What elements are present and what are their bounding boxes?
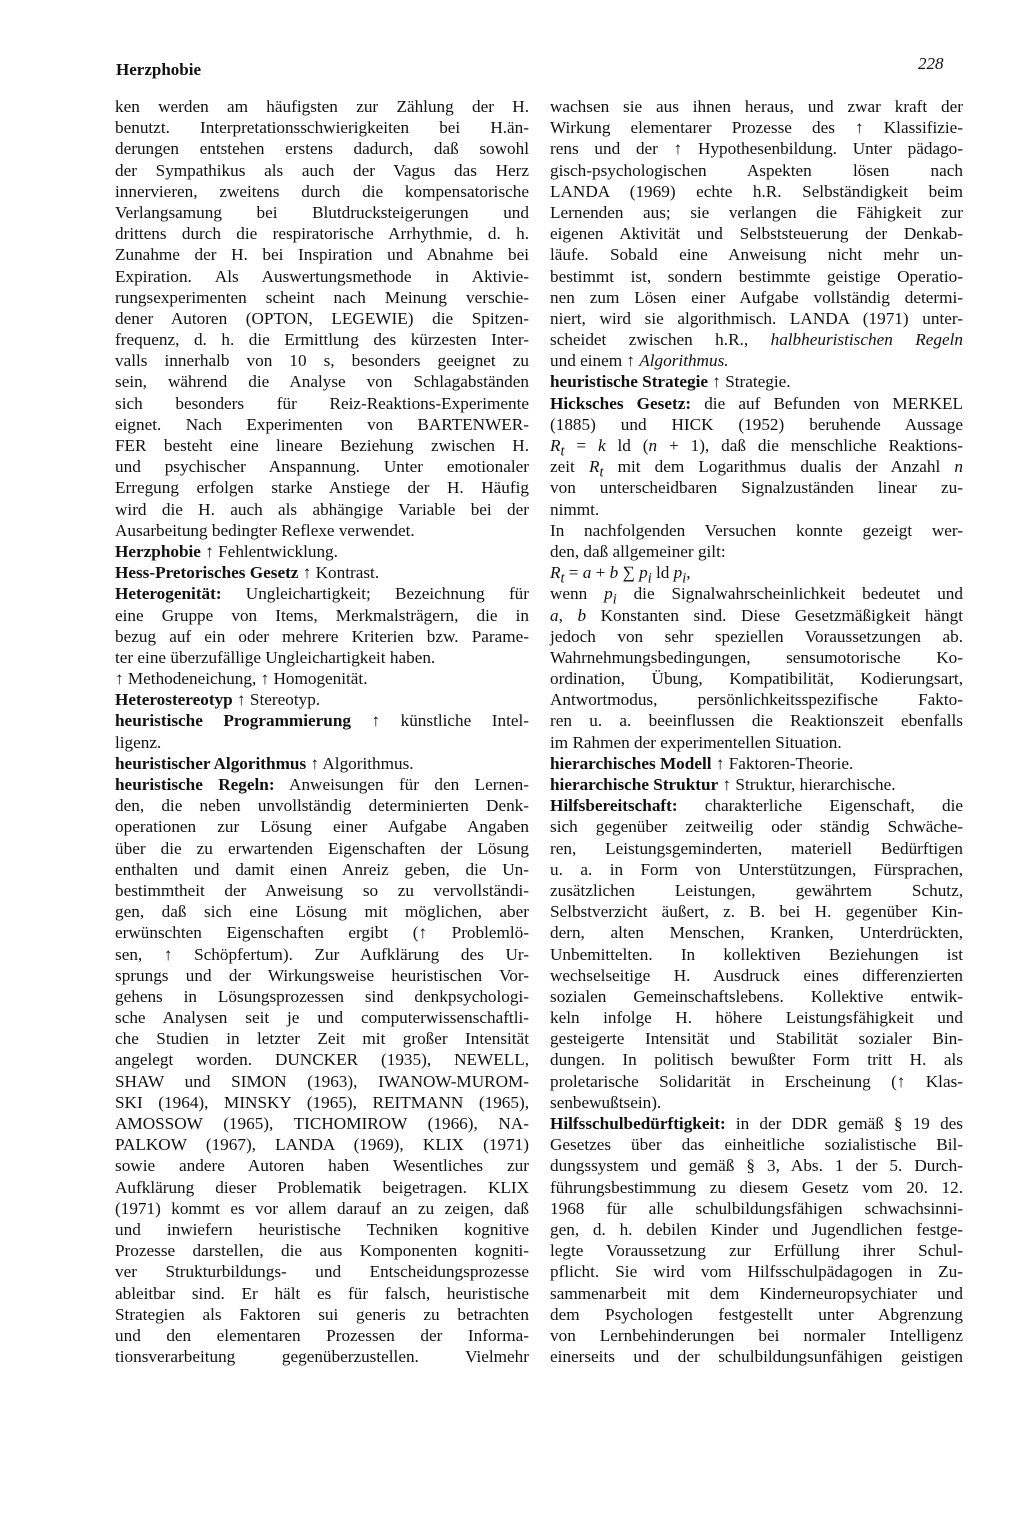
text-run: Ungleichartigkeit; Bezeichnung für <box>221 584 529 604</box>
text-line <box>115 732 529 753</box>
text-run: den, die neben unvollständig determinierten Denk- <box>115 796 529 816</box>
text-line <box>115 1134 529 1155</box>
text-line <box>115 1283 529 1304</box>
entry-term: Heterostereotyp <box>115 690 233 710</box>
text-line <box>115 1198 529 1219</box>
italic-text: n <box>954 457 964 477</box>
subscript-index: i <box>612 591 617 608</box>
text-line <box>115 1346 529 1367</box>
text-run: gehens in Lösungsprozessen sind denkpsychologi- <box>115 986 529 1006</box>
entry-term: heuristischer Algorithmus <box>115 753 307 773</box>
text-run: derungen entstehen erstens dadurch, daß sowohl <box>115 139 529 159</box>
text-run: Zunahme der H. bei Inspiration und Abnahme bei <box>115 245 529 265</box>
text-run: pflicht. Sie wird vom Hilfsschulpädagogen in Zu- <box>550 1262 963 1282</box>
text-line <box>550 456 964 481</box>
text-run: Verlangsamung bei Blutdrucksteigerungen und <box>115 202 529 222</box>
text-line <box>550 626 963 647</box>
text-run: ∑ <box>618 563 640 583</box>
italic-text: R <box>588 457 600 477</box>
text-run: proletarische Solidarität in Erscheinung (↑ Klas- <box>550 1071 963 1091</box>
text-line <box>550 986 963 1007</box>
text-line <box>115 901 529 922</box>
text-run: wachsen sie aus ihnen heraus, und zwar kraft der <box>550 97 963 116</box>
text-line <box>115 795 529 816</box>
subscript-index: t <box>560 570 565 587</box>
text-run: rungsexperimenten scheint nach Meinung verschie- <box>115 287 529 307</box>
text-run: drittens durch die respiratorische Arrhythmie, d. h. <box>115 224 529 244</box>
entry-term: heuristische Strategie <box>550 372 708 392</box>
text-run: sammenarbeit mit dem Kinderneuropsychiater und <box>550 1283 963 1303</box>
text-line <box>115 1219 529 1240</box>
text-run: nen zum Lösen einer Aufgabe vollständig determi- <box>550 287 963 307</box>
text-run: 1968 für alle schulbildungsfähigen schwachsinni- <box>550 1198 963 1218</box>
text-run: u. a. in Form von Unterstützungen, Fürsprachen, <box>550 859 963 879</box>
text-run: Selbstverzicht äußert, z. B. bei H. gegenüber Kin- <box>550 902 963 922</box>
text-run: tionsverarbeitung gegenüberzustellen. Vielmehr <box>115 1347 529 1367</box>
text-run: eignet. Nach Experimenten von BARTENWER- <box>115 414 529 434</box>
text-run: die auf Befunden von MERKEL <box>691 393 963 413</box>
italic-text: a <box>550 605 559 625</box>
text-run: In nachfolgenden Versuchen konnte gezeigt wer- <box>550 520 963 540</box>
text-line <box>115 499 529 520</box>
subscript-index: i <box>682 570 687 587</box>
text-line <box>115 520 529 541</box>
text-line <box>550 435 963 460</box>
text-run: Strategien als Faktoren sui generis zu betrachten <box>115 1304 529 1324</box>
text-line <box>550 944 963 965</box>
text-line <box>550 1071 963 1092</box>
text-line <box>115 350 529 371</box>
text-run: sprungs und der Wirkungsweise heuristischen Vor- <box>115 965 529 985</box>
text-run: sein, während die Analyse von Schlagabständen <box>115 372 529 392</box>
text-run: von unterscheidbaren Signalzuständen linear zu- <box>550 478 963 498</box>
text-run: (1885) und HICK (1952) beruhende Aussage <box>550 414 963 434</box>
text-line <box>550 901 963 922</box>
subscript-index: i <box>647 570 652 587</box>
text-run: Erregung erfolgen starke Anstiege der H. Häufig <box>115 478 529 498</box>
italic-text: Algorithmus. <box>639 351 729 371</box>
text-run: + <box>591 563 610 583</box>
text-run: + 1), daß die menschliche Reaktions- <box>657 436 963 455</box>
text-run: Prozesse darstellen, die aus Komponenten kogniti- <box>115 1241 529 1261</box>
text-run: benutzt. Interpretationsschwierigkeiten bei H.än- <box>115 118 529 138</box>
text-run: dern, alten Menschen, Kranken, Unterdrückten, <box>550 923 963 943</box>
text-run: wenn <box>550 584 605 604</box>
entry-term: heuristische Regeln: <box>115 775 275 794</box>
text-run: innervieren, zweitens durch die kompensatorische <box>115 181 529 201</box>
text-line <box>115 308 529 329</box>
text-line <box>115 96 529 117</box>
italic-text: p <box>639 563 648 583</box>
text-line <box>550 541 963 562</box>
text-line <box>115 1325 529 1346</box>
text-run: Ausarbeitung bedingter Reflexe verwendet. <box>115 520 415 540</box>
text-run: im Rahmen der experimentellen Situation. <box>550 732 842 752</box>
text-run: nimmt. <box>550 499 600 519</box>
text-line <box>550 160 963 181</box>
text-line <box>550 477 963 498</box>
text-run: che Studien in letzter Zeit mit großer Intensität <box>115 1029 529 1049</box>
entry-term: Hess-Pretorisches Gesetz <box>115 563 299 583</box>
text-line <box>550 795 963 816</box>
text-run: Konstanten sind. Diese Gesetzmäßigkeit hängt <box>586 605 963 625</box>
text-run: führungsbestimmung zu diesem Gesetz vom 20. 12. <box>550 1177 963 1197</box>
text-run: = <box>564 436 598 455</box>
text-line <box>115 986 529 1007</box>
text-line <box>550 244 963 265</box>
text-line <box>115 626 529 647</box>
text-line <box>550 689 963 710</box>
text-line <box>115 435 529 456</box>
text-run: gisch-psychologischen Aspekten lösen nach <box>550 160 963 180</box>
text-line <box>550 1346 963 1367</box>
text-run: ordination, Übung, Kompatibilität, Kodierungsart, <box>550 669 963 689</box>
text-line <box>115 838 529 859</box>
text-run: ligenz. <box>115 732 162 752</box>
text-run: scheidet zwischen h.R., <box>550 330 771 350</box>
text-line <box>115 1261 529 1282</box>
text-line <box>550 647 963 668</box>
text-line <box>115 160 529 181</box>
text-run: in der DDR gemäß § 19 des <box>725 1114 963 1133</box>
text-line <box>115 541 529 562</box>
text-run: ren, Leistungsgeminderten, materiell Bedürftigen <box>550 838 963 858</box>
text-line <box>550 880 963 901</box>
text-run: enthalten und damit einen Anreiz geben, die Un- <box>115 859 529 879</box>
text-line <box>550 223 963 244</box>
text-run: valls innerhalb von 10 s, besonders geeignet zu <box>115 351 529 371</box>
text-line <box>115 414 529 435</box>
text-line <box>550 499 963 520</box>
text-line <box>550 371 963 392</box>
text-line <box>115 244 529 265</box>
text-line <box>115 138 529 159</box>
text-run: senbewußtsein). <box>550 1092 662 1112</box>
text-line <box>550 583 963 608</box>
text-run: ableitbar sind. Er hält es für falsch, heuristische <box>115 1283 529 1303</box>
text-line <box>115 880 529 901</box>
text-run: AMOSSOW (1965), TICHOMIROW (1966), NA- <box>115 1114 529 1133</box>
text-line <box>550 562 963 587</box>
text-line <box>115 562 529 583</box>
text-line <box>115 1092 529 1113</box>
text-line <box>550 1113 963 1134</box>
text-line <box>115 753 529 774</box>
text-line <box>115 329 529 350</box>
text-line <box>115 1304 529 1325</box>
text-line <box>550 1028 963 1049</box>
subscript-index: t <box>599 464 604 481</box>
text-line <box>115 1177 529 1198</box>
subscript-index: t <box>560 443 565 460</box>
text-line <box>550 266 963 287</box>
text-run: erwünschten Eigenschaften ergibt (↑ Problemlö- <box>115 923 529 943</box>
text-line <box>115 859 529 880</box>
text-line <box>550 96 963 117</box>
text-line <box>115 647 529 668</box>
text-line <box>550 1134 963 1155</box>
text-line <box>115 1028 529 1049</box>
text-run: Lernenden aus; sie verlangen die Fähigkeit zur <box>550 202 963 222</box>
text-line <box>115 1049 529 1070</box>
text-line <box>550 1092 963 1113</box>
italic-text: p <box>604 584 613 604</box>
italic-text: b <box>609 563 619 583</box>
text-run: und den elementaren Prozessen der Informa- <box>115 1325 529 1345</box>
text-line <box>550 1177 963 1198</box>
text-run: über die zu erwartenden Eigenschaften der Lösung <box>115 838 529 858</box>
text-run: ↑ Fehlentwicklung. <box>200 541 338 561</box>
text-line <box>115 710 529 731</box>
text-run: ↑ Algorithmus. <box>306 753 414 773</box>
text-line <box>550 393 963 414</box>
text-line <box>115 223 529 244</box>
italic-text: b <box>577 605 587 625</box>
text-line <box>550 1155 963 1176</box>
text-run: und psychischer Anspannung. Unter emotionaler <box>115 457 529 477</box>
text-line <box>550 350 963 371</box>
text-line <box>550 816 963 837</box>
text-line <box>550 520 963 541</box>
text-run: SKI (1964), MINSKY (1965), REITMANN (1965), <box>115 1092 529 1112</box>
text-run: bestimmtheit der Anweisung so zu vervollständi- <box>115 880 529 900</box>
text-run: wechselseitige H. Ausdruck eines differenzierten <box>550 965 963 985</box>
text-run: Wirkung elementarer Prozesse des ↑ Klassifizie- <box>550 118 963 138</box>
page-number: 228 <box>918 54 944 73</box>
text-run: bezug auf ein oder mehrere Kriterien bzw. Parame- <box>115 626 529 646</box>
text-run: Anweisungen für den Lernen- <box>274 775 529 794</box>
text-run: gen, d. h. debilen Kinder und Jugendlichen festge- <box>550 1219 963 1239</box>
text-run: ld <box>651 563 674 583</box>
text-run: zeit <box>550 457 589 477</box>
text-run: Expiration. Als Auswertungsmethode in Aktivie- <box>115 266 529 286</box>
text-line <box>115 1113 529 1134</box>
text-line <box>550 1283 963 1304</box>
text-run: gesteigerte Intensität und Stabilität sozialer Bin- <box>550 1029 963 1049</box>
text-line <box>550 308 963 329</box>
text-run: dungssystem und gemäß § 3, Abs. 1 der 5. Durch- <box>550 1156 963 1176</box>
text-line <box>550 1007 963 1028</box>
text-line <box>115 668 529 689</box>
text-run: SHAW und SIMON (1963), IWANOW-MUROM- <box>115 1071 529 1091</box>
text-run: PALKOW (1967), LANDA (1969), KLIX (1971) <box>115 1135 529 1155</box>
text-run: ↑ Faktoren-Theorie. <box>711 753 854 773</box>
text-run: eine Gruppe von Items, Merkmalsträgern, die in <box>115 605 529 625</box>
text-line <box>115 181 529 202</box>
italic-text: R <box>550 436 561 455</box>
text-line <box>550 732 963 753</box>
text-line <box>550 138 963 159</box>
text-line <box>115 816 529 837</box>
text-run: dem Psychologen festgestellt unter Abgrenzung <box>550 1304 963 1324</box>
text-run: der Sympathikus als auch der Vagus das Herz <box>115 160 529 180</box>
text-line <box>115 477 529 498</box>
text-run: von Lernbehinderungen bei normaler Intelligenz <box>550 1325 963 1345</box>
italic-text: R <box>550 563 561 583</box>
text-line <box>115 1071 529 1092</box>
text-line <box>550 1261 963 1282</box>
text-run: einerseits und der schulbildungsunfähigen geistigen <box>550 1347 963 1367</box>
text-line <box>550 859 963 880</box>
text-run: rens und der ↑ Hypothesenbildung. Unter pädago- <box>550 139 963 159</box>
left-column <box>115 96 529 1367</box>
text-line <box>115 371 529 392</box>
text-line <box>115 456 529 477</box>
text-run: legte Voraussetzung zur Erfüllung ihrer Schul- <box>550 1241 963 1261</box>
entry-term: hierarchisches Modell <box>550 753 712 773</box>
text-line <box>115 689 529 710</box>
text-line <box>550 329 963 350</box>
text-run: operationen zur Lösung einer Aufgabe Angaben <box>115 817 529 837</box>
text-run: = <box>564 563 583 583</box>
text-line <box>550 1219 963 1240</box>
text-run: und einem ↑ <box>550 351 640 371</box>
entry-term: Hilfsschulbedürftigkeit: <box>550 1114 726 1133</box>
text-line <box>550 838 963 859</box>
text-run: ↑ künstliche Intel- <box>350 711 529 731</box>
text-line <box>115 393 529 414</box>
text-run: charakterliche Eigenschaft, die <box>677 796 963 816</box>
text-run: sen, ↑ Schöpfertum). Zur Aufklärung des Ur- <box>115 944 529 964</box>
entry-term: Heterogenität: <box>115 584 222 604</box>
running-head: Herzphobie <box>116 60 201 79</box>
text-run: ↑ Struktur, hierarchische. <box>718 775 896 794</box>
text-run: frequenz, d. h. die Ermittlung des kürzesten Inter- <box>115 330 529 350</box>
text-run: Unbemittelten. In kollektiven Beziehungen ist <box>550 944 963 964</box>
text-run: und inwiefern heuristische Techniken kognitive <box>115 1219 529 1239</box>
text-run: ter eine überzufällige Ungleichartigkeit haben. <box>115 647 436 667</box>
text-run: ↑ Methodeneichung, ↑ Homogenität. <box>115 669 368 689</box>
entry-term: Hilfsbereitschaft: <box>550 796 678 816</box>
italic-text: k <box>597 436 606 455</box>
text-line <box>550 605 963 626</box>
right-column <box>550 96 963 1367</box>
text-run: eigenen Aktivität und Selbststeuerung der Denkab- <box>550 224 963 244</box>
text-run: dungen. In politisch bewußter Form tritt H. als <box>550 1050 963 1070</box>
text-line <box>550 1240 963 1261</box>
entry-term: heuristische Programmierung <box>115 711 351 731</box>
text-run: ken werden am häufigsten zur Zählung der H. <box>115 97 529 116</box>
text-run: niert, wird sie algorithmisch. LANDA (1971) unter- <box>550 308 963 328</box>
text-run: wird die H. auch als abhängige Variable bei der <box>115 499 529 519</box>
text-line <box>115 605 529 626</box>
text-run: die Signalwahrscheinlichkeit bedeutet und <box>616 584 963 604</box>
entry-term: hierarchische Struktur <box>550 775 719 794</box>
text-line <box>115 266 529 287</box>
text-run: ren u. a. beeinflussen die Reaktionszeit ebenfalls <box>550 711 963 731</box>
text-run: Antwortmodus, persönlichkeitsspezifische Fakto- <box>550 690 963 710</box>
text-run: bestimmt ist, sondern bestimmte geistige Operatio- <box>550 266 963 286</box>
text-line <box>115 965 529 986</box>
text-line <box>115 1155 529 1176</box>
text-run: Aufklärung dieser Problematik beigetragen. KLIX <box>115 1177 529 1197</box>
text-line <box>550 774 963 795</box>
text-line <box>115 117 529 138</box>
text-run: (1971) kommt es vor allem darauf an zu zeigen, daß <box>115 1198 529 1218</box>
text-line <box>550 202 963 223</box>
text-line <box>550 965 963 986</box>
text-line <box>550 1304 963 1325</box>
text-run: FER besteht eine lineare Beziehung zwischen H. <box>115 436 529 455</box>
text-run: den, daß allgemeiner gilt: <box>550 541 726 561</box>
text-line <box>115 583 529 604</box>
text-line <box>550 922 963 943</box>
italic-text: a <box>582 563 592 583</box>
text-run: zusätzlichen Leistungen, gewährtem Schutz, <box>550 880 963 900</box>
text-run: sche Analysen seit je und computerwissenschaftli- <box>115 1008 529 1028</box>
text-run: sich besonders für Reiz-Reaktions-Experimente <box>115 393 529 413</box>
text-line <box>550 1049 963 1070</box>
text-run: LANDA (1969) echte h.R. Selbständigkeit beim <box>550 181 963 201</box>
text-line <box>550 414 963 435</box>
text-run: , <box>558 605 578 625</box>
text-line <box>550 753 963 774</box>
text-line <box>550 287 963 308</box>
text-run: angelegt worden. DUNCKER (1935), NEWELL, <box>115 1050 529 1070</box>
text-line <box>550 1198 963 1219</box>
text-line <box>550 181 963 202</box>
text-run: sozialen Gemeinschaftslebens. Kollektive entwik- <box>550 986 963 1006</box>
text-run: ver Strukturbildungs- und Entscheidungsprozesse <box>115 1262 529 1282</box>
text-run: keln infolge H. höhere Leistungsfähigkeit und <box>550 1008 963 1028</box>
italic-text: n <box>648 436 658 455</box>
text-run: ↑ Strategie. <box>708 372 791 392</box>
text-run: ↑ Stereotyp. <box>232 690 321 710</box>
text-line <box>115 774 529 795</box>
text-line <box>550 668 963 689</box>
text-run: ↑ Kontrast. <box>298 563 380 583</box>
text-run: , <box>686 563 691 583</box>
text-run: mit dem Logarithmus dualis der Anzahl <box>603 457 955 477</box>
entry-term: Hicksches Gesetz: <box>550 393 692 413</box>
text-line <box>115 1240 529 1261</box>
text-line <box>550 710 963 731</box>
italic-text: p <box>673 563 683 583</box>
italic-text: halbheuristischen Regeln <box>770 330 963 350</box>
entry-term: Herzphobie <box>115 541 201 561</box>
text-line <box>550 1325 963 1346</box>
text-run: jedoch von sehr speziellen Voraussetzungen ab. <box>550 626 963 646</box>
text-run: gen, daß sich eine Lösung mit möglichen, aber <box>115 902 529 922</box>
text-line <box>115 944 529 965</box>
text-line <box>115 1007 529 1028</box>
text-run: Gesetzes über das einheitliche sozialistische Bil- <box>550 1135 963 1155</box>
text-run: dener Autoren (OPTON, LEGEWIE) die Spitzen- <box>115 308 529 328</box>
text-run: Wahrnehmungsbedingungen, sensumotorische Ko- <box>550 647 963 667</box>
text-line <box>115 202 529 223</box>
text-line <box>550 117 963 138</box>
text-run: ld ( <box>605 436 649 455</box>
text-line <box>115 922 529 943</box>
text-run: sowie andere Autoren haben Wesentliches zur <box>115 1156 529 1176</box>
text-line <box>115 287 529 308</box>
text-run: sich gegenüber zeitweilig oder ständig Schwäche- <box>550 817 963 837</box>
text-run: läufe. Sobald eine Anweisung nicht mehr un- <box>550 245 963 265</box>
